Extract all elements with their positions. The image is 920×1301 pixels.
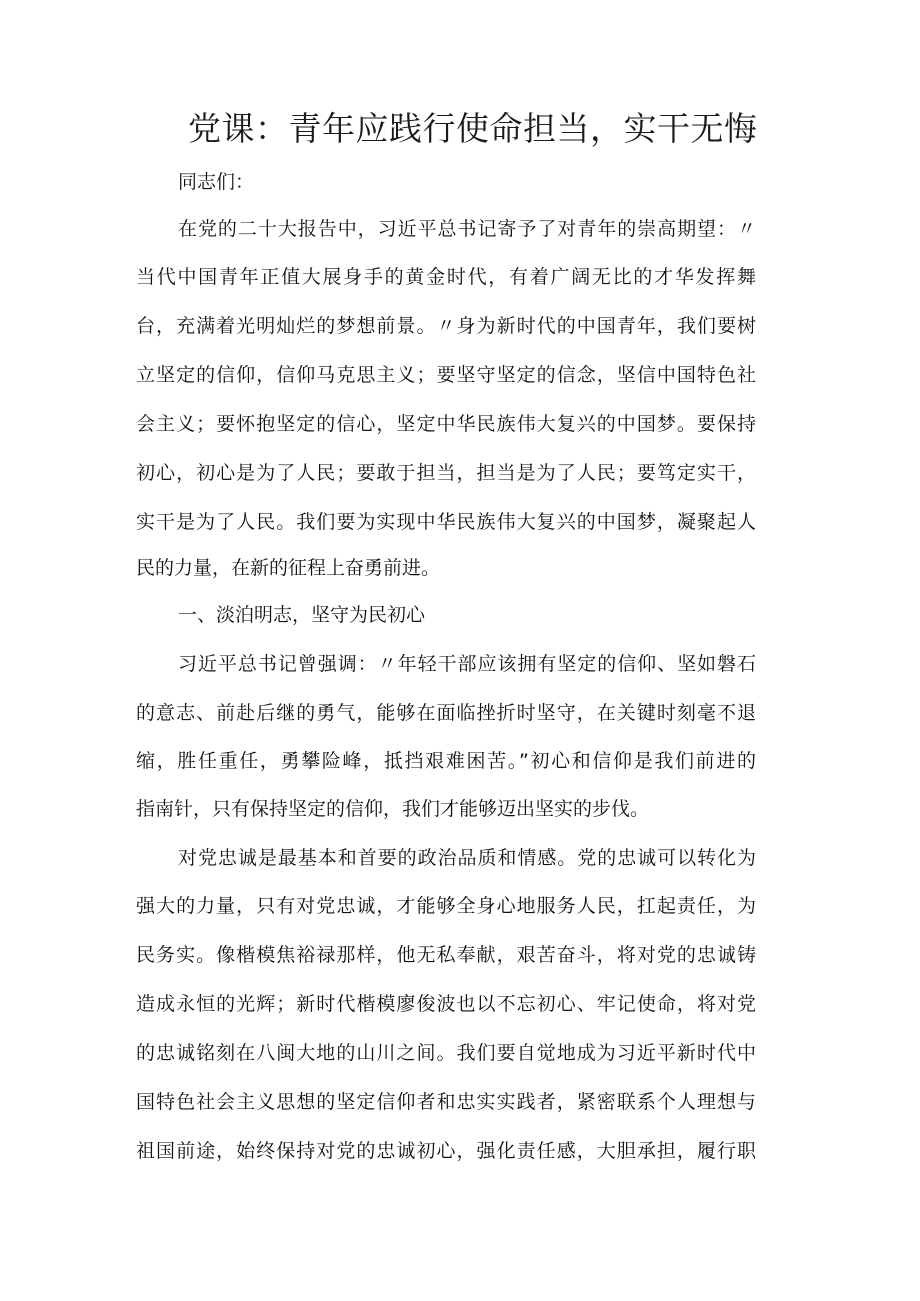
paragraph-2-line-3: 缩，胜任重任，勇攀险峰，抵挡艰难困苦。”初心和信仰是我们前进的 <box>136 750 756 772</box>
paragraph-2-line-1: 习近平总书记曾强调：〃年轻干部应该拥有坚定的信仰、坚如磐石 <box>178 653 756 675</box>
paragraph-2-line-2: 的意志、前赴后继的勇气，能够在面临挫折时坚守，在关键时刻毫不退 <box>136 702 756 724</box>
paragraph-1-line-6: 初心，初心是为了人民；要敢于担当，担当是为了人民；要笃定实干， <box>136 462 756 484</box>
paragraph-2-line-4: 指南针，只有保持坚定的信仰，我们才能够迈出坚实的步伐。 <box>136 798 650 820</box>
paragraph-1-line-4: 立坚定的信仰，信仰马克思主义；要坚守坚定的信念，坚信中国特色社 <box>136 364 756 386</box>
paragraph-1-line-8: 民的力量，在新的征程上奋勇前进。 <box>136 557 441 579</box>
section-heading-1: 一、淡泊明志，坚守为民初心 <box>178 604 426 626</box>
paragraph-1-line-2: 当代中国青年正值大展身手的黄金时代，有着广阔无比的才华发挥舞 <box>136 266 756 288</box>
paragraph-3-line-3: 民务实。像楷模焦裕禄那样，他无私奉献，艰苦奋斗，将对党的忠诚铸 <box>136 944 756 966</box>
paragraph-1-line-1: 在党的二十大报告中，习近平总书记寄予了对青年的崇高期望：〃 <box>178 218 756 240</box>
paragraph-1-line-7: 实干是为了人民。我们要为实现中华民族伟大复兴的中国梦，凝聚起人 <box>136 511 756 533</box>
greeting: 同志们： <box>178 171 255 193</box>
paragraph-1-line-3: 台，充满着光明灿烂的梦想前景。〃身为新时代的中国青年，我们要树 <box>136 315 756 337</box>
paragraph-3-line-5: 的忠诚铭刻在八闽大地的山川之间。我们要自觉地成为习近平新时代中 <box>136 1042 756 1064</box>
paragraph-3-line-1: 对党忠诚是最基本和首要的政治品质和情感。党的忠诚可以转化为 <box>178 847 756 869</box>
paragraph-3-line-6: 国特色社会主义思想的坚定信仰者和忠实实践者，紧密联系个人理想与 <box>136 1091 756 1113</box>
paragraph-3-line-7: 祖国前途，始终保持对党的忠诚初心，强化责任感，大胆承担，履行职 <box>136 1140 756 1162</box>
paragraph-3-line-2: 强大的力量，只有对党忠诚，才能够全身心地服务人民，扛起责任，为 <box>136 895 756 917</box>
paragraph-1-line-5: 会主义；要怀抱坚定的信心，坚定中华民族伟大复兴的中国梦。要保持 <box>136 413 756 435</box>
paragraph-3-line-4: 造成永恒的光辉；新时代楷模廖俊波也以不忘初心、牢记使命，将对党 <box>136 993 756 1015</box>
document-title: 党课：青年应践行使命担当，实干无悔 <box>188 109 758 148</box>
